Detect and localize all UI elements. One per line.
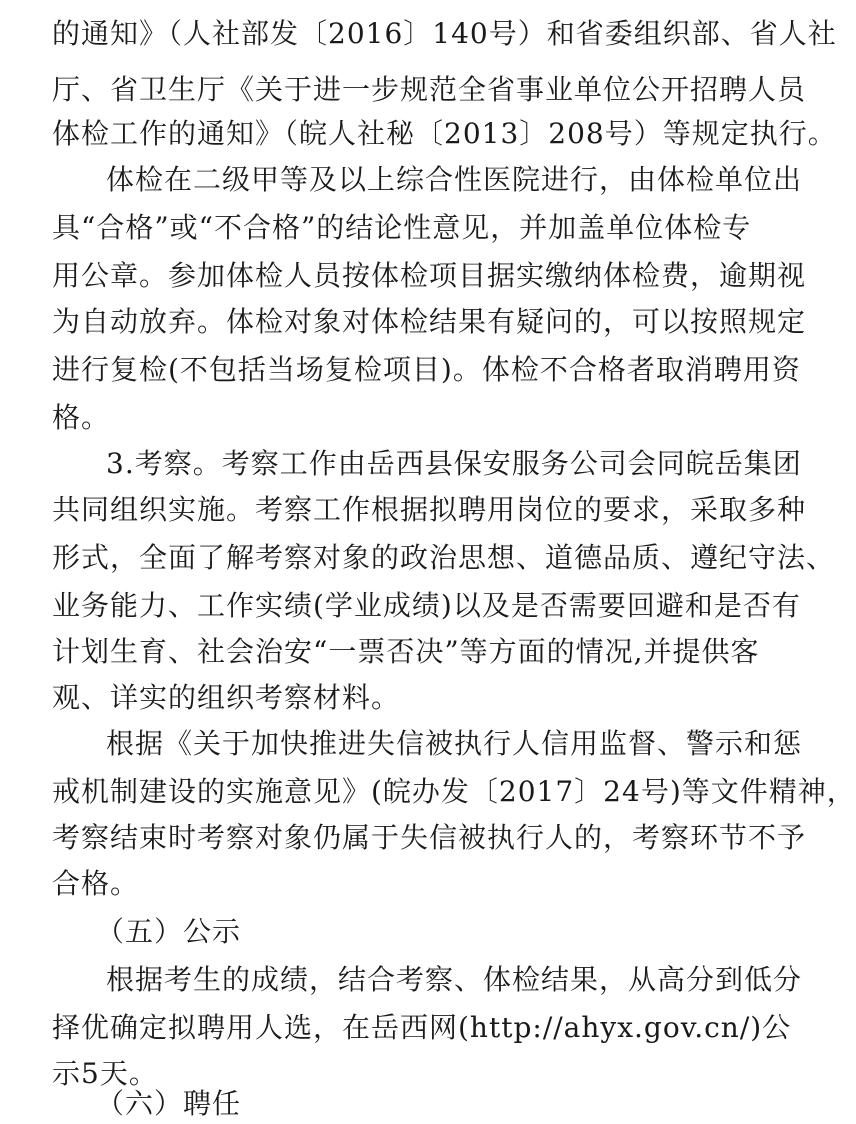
paragraph-line: 进行复检(不包括当场复检项目)。体检不合格者取消聘用资 (52, 353, 801, 386)
paragraph-line: 体检工作的通知》（皖人社秘〔2013〕208号）等规定执行。 (52, 117, 837, 150)
paragraph-line: 根据《关于加快推进失信被执行人信用监督、警示和惩 (106, 727, 803, 760)
paragraph-line: 戒机制建设的实施意见》(皖办发〔2017〕24号)等文件精神， (52, 775, 856, 808)
paragraph-line: 具“合格”或“不合格”的结论性意见，并加盖单位体检专 (52, 211, 752, 244)
section-heading: （六）聘任 (96, 1087, 242, 1120)
paragraph-line: 用公章。参加体检人员按体检项目据实缴纳体检费，逾期视 (52, 259, 807, 292)
paragraph-line: 根据考生的成绩，结合考察、体检结果，从高分到低分 (106, 963, 803, 996)
paragraph-line: 业务能力、工作实绩(学业成绩)以及是否需要回避和是否有 (52, 589, 801, 622)
paragraph-line: 为自动放弃。体检对象对体检结果有疑问的，可以按照规定 (52, 305, 807, 338)
paragraph-line: 厅、省卫生厅《关于进一步规范全省事业单位公开招聘人员 (52, 73, 807, 106)
paragraph-line: 体检在二级甲等及以上综合性医院进行，由体检单位出 (106, 163, 803, 196)
paragraph-line: 共同组织实施。考察工作根据拟聘用岗位的要求，采取多种 (52, 493, 807, 526)
paragraph-line: 考察结束时考察对象仍属于失信被执行人的，考察环节不予 (52, 821, 807, 854)
paragraph-line: 合格。 (52, 867, 140, 900)
section-heading: （五）公示 (96, 915, 242, 948)
paragraph-line: 计划生育、社会治安“一票否决”等方面的情况,并提供客 (52, 635, 760, 668)
paragraph-line: 形式，全面了解考察对象的政治思想、道德品质、遵纪守法、 (52, 541, 836, 574)
paragraph-line: 格。 (52, 401, 111, 434)
paragraph-line: 择优确定拟聘用人选，在岳西网(http://ahyx.gov.cn/)公 (52, 1011, 792, 1044)
paragraph-line: 观、详实的组织考察材料。 (52, 681, 401, 714)
paragraph-line: 3.考察。考察工作由岳西县保安服务公司会同皖岳集团 (106, 447, 802, 480)
paragraph-line: 的通知》（人社部发〔2016〕140号）和省委组织部、省人社 (52, 17, 837, 50)
paragraph-line: 示5天。 (52, 1057, 158, 1090)
